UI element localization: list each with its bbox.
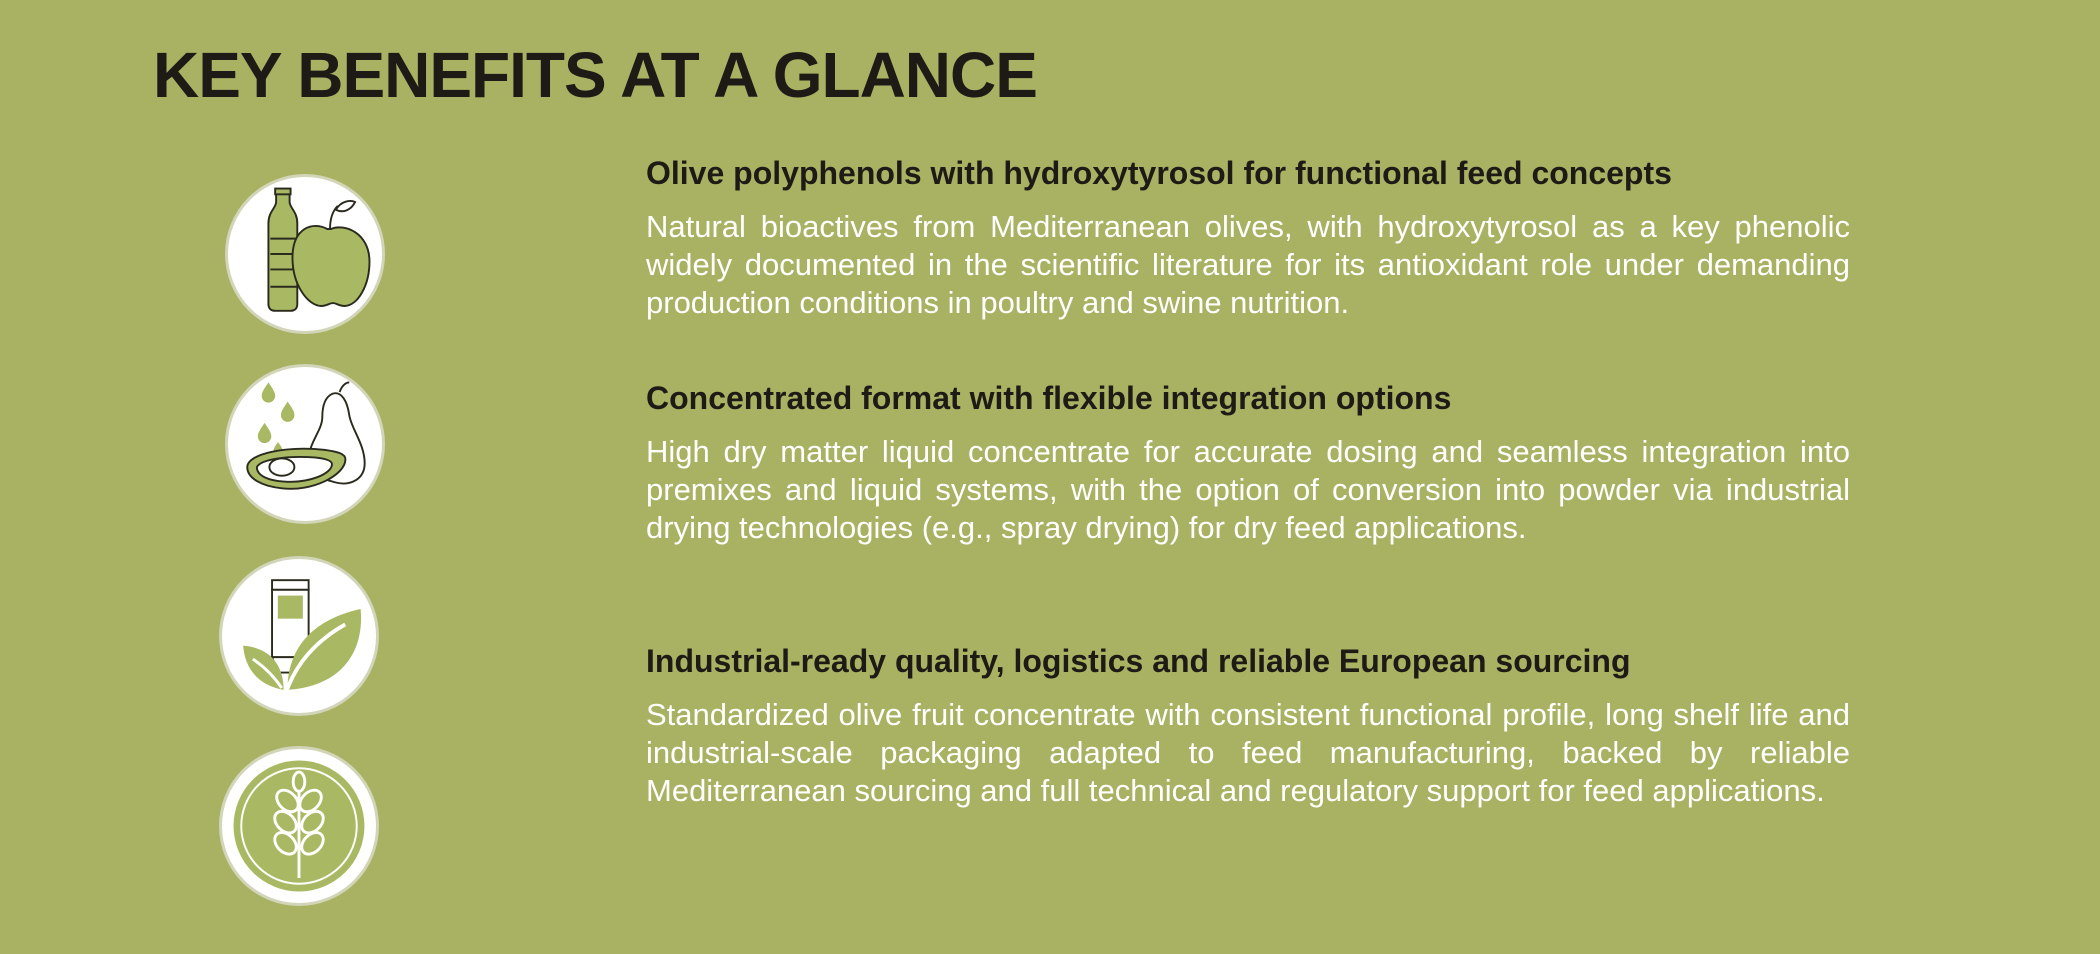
benefit-item <box>646 154 1850 322</box>
benefit-item <box>646 379 1850 547</box>
bottle-and-apple-icon <box>225 174 385 334</box>
wheat-icon <box>219 746 379 906</box>
page-title: KEY BENEFITS AT A GLANCE <box>153 39 1037 111</box>
benefit-text: Natural bioactives from Mediterranean olives, with hydroxytyrosol as a key phenolic widely documented in the scientific literature for its antioxidant role under demanding production conditions in poultry and swine nutrition. <box>646 209 1850 321</box>
avocado-and-drops-icon <box>225 364 385 524</box>
tube-and-leaf-icon <box>219 556 379 716</box>
benefit-heading: Olive polyphenols with hydroxytyrosol for functional feed concepts <box>646 155 1672 191</box>
benefit-text: Standardized olive fruit concentrate with consistent functional profile, long shelf life and industrial-scale packaging adapted to feed manufacturing, backed by reliable Mediterranean sourcing and full technical and regulatory support for feed applications. <box>646 697 1850 809</box>
benefit-item <box>646 642 1850 810</box>
benefit-heading: Concentrated format with flexible integration options <box>646 380 1452 416</box>
benefit-text: High dry matter liquid concentrate for accurate dosing and seamless integration into premixes and liquid systems, with the option of conversion into powder via industrial drying technologies (e.g., spray drying) for dry feed applications. <box>646 434 1850 546</box>
benefit-heading: Industrial-ready quality, logistics and reliable European sourcing <box>646 643 1631 679</box>
